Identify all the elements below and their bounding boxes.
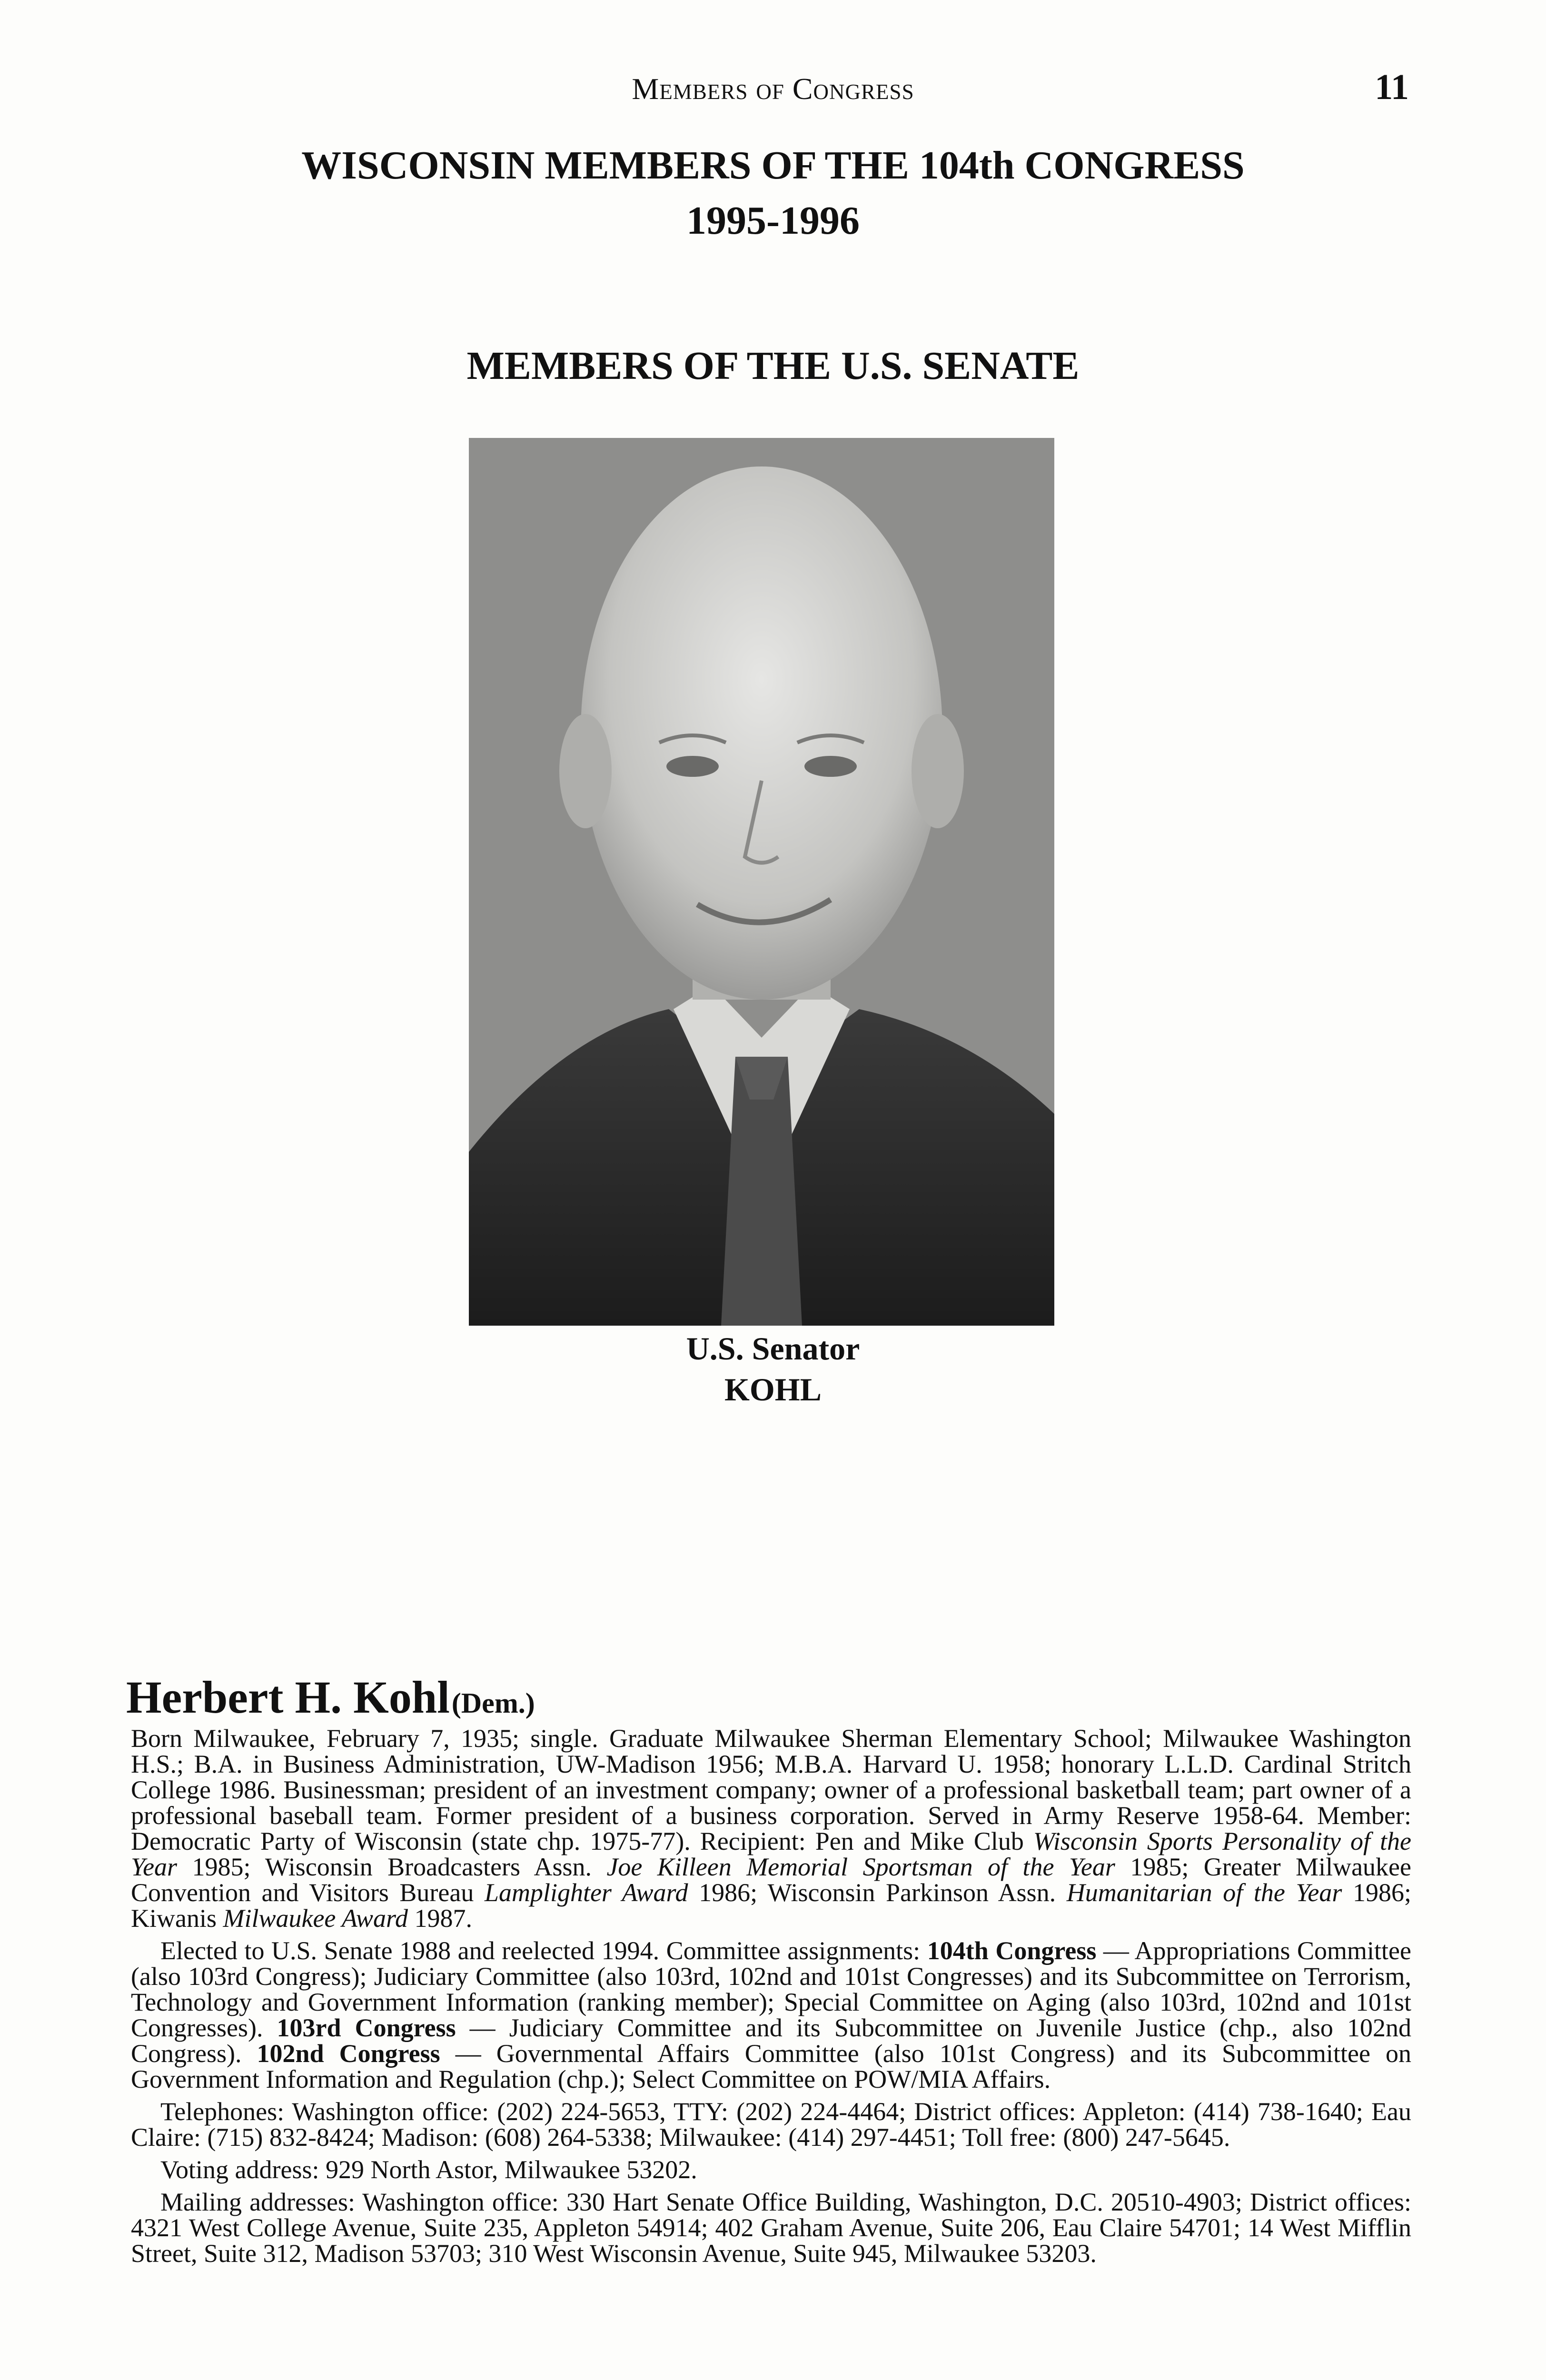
running-head: Members of Congress <box>632 72 914 106</box>
bio-heading <box>126 1671 1459 1724</box>
page-title-years: 1995-1996 <box>686 198 860 243</box>
bio-paragraph-telephones: Telephones: Washington office: (202) 224-5653, TTY: (202) 224-4464; District offices: Appleton: (414) 738-1640; Eau Claire: (715) 832-8424; Madison: (608) 264-5338; Milwaukee: (414) 297-4451; Toll free: (800) 247-5645. <box>131 2097 1411 2152</box>
senator-portrait-photo <box>469 438 1054 1326</box>
page-number: 11 <box>1375 67 1409 107</box>
photo-caption <box>0 1328 1546 1410</box>
party-affiliation: (Dem.) <box>451 1687 535 1719</box>
congress-label: 103rd Congress <box>277 2013 456 2042</box>
caption-name: KOHL <box>724 1371 822 1408</box>
caption-title: U.S. Senator <box>686 1330 860 1367</box>
portrait-illustration <box>469 438 1054 1326</box>
award-title: Lamplighter Award <box>484 1878 688 1907</box>
member-name: Herbert H. Kohl <box>126 1672 450 1723</box>
award-title: Wisconsin Sports Personality of the Year <box>131 1827 1411 1881</box>
bio-text: Elected to U.S. Senate 1988 and reelected 1994. Committee assignments: <box>160 1936 927 1965</box>
bio-text: 1986; Wisconsin Parkinson Assn. <box>688 1878 1067 1907</box>
bio-text: — Appropriations Committee (also 103rd Congress); Judiciary Committee (also 103rd, 102nd and 101st Congresses) and its Subcommittee on Terrorism, Technology and Government Information (ranking member); Special Committee on Aging (also 103rd, 102nd and 101st Congresses). <box>131 1936 1411 2042</box>
bio-paragraph-mailing-addresses: Mailing addresses: Washington office: 330 Hart Senate Office Building, Washington, D.C. 20510-4903; District offices: 4321 West College Avenue, Suite 235, Appleton 54914; 402 Graham Avenue, Suite 206, Eau Claire 54701; 14 West Mifflin Street, Suite 312, Madison 53703; 310 West Wisconsin Avenue, Suite 945, Milwaukee 53203. <box>131 2188 1411 2268</box>
bio-text: — Governmental Affairs Committee (also 101st Congress) and its Subcommittee on Government Information and Regulation (chp.); Select Committee on POW/MIA Affairs. <box>131 2039 1411 2093</box>
bio-text: 1986; Kiwanis <box>131 1878 1411 1933</box>
award-title: Humanitarian of the Year <box>1066 1878 1342 1907</box>
page-title-line1: WISCONSIN MEMBERS OF THE 104th CONGRESS <box>301 143 1245 188</box>
award-title: Milwaukee Award <box>223 1904 408 1933</box>
biography <box>131 1726 1411 2273</box>
award-title: Joe Killeen Memorial Sportsman of the Year <box>606 1853 1115 1881</box>
section-title: MEMBERS OF THE U.S. SENATE <box>466 344 1080 388</box>
congress-label: 102nd Congress <box>257 2039 440 2068</box>
bio-text: Born Milwaukee, February 7, 1935; single. Graduate Milwaukee Sherman Elementary School; Milwaukee Washington H.S.; B.A. in Business Administration, UW-Madison 1956; M.B.A. Harvard U. 1958; honorary L.L.D. Cardinal Stritch College 1986. Businessman; president of an investment company; owner of a professional basketball team; part owner of a professional baseball team. Former president of a business corporation. Served in Army Reserve 1958-64. Member: Democratic Party of Wisconsin (state chp. 1975-77). Recipient: Pen and Mike Club <box>131 1724 1411 1855</box>
congress-label: 104th Congress <box>927 1936 1097 1965</box>
bio-text: 1985; Greater Milwaukee Convention and Visitors Bureau <box>131 1853 1411 1907</box>
bio-paragraph-voting-address: Voting address: 929 North Astor, Milwaukee 53202. <box>160 2155 697 2184</box>
bio-text: 1987. <box>407 1904 472 1933</box>
bio-paragraph-committees <box>131 1938 1411 2092</box>
bio-paragraph-background <box>131 1726 1411 1931</box>
bio-text: 1985; Wisconsin Broadcasters Assn. <box>177 1853 607 1881</box>
bio-text: — Judiciary Committee and its Subcommittee on Juvenile Justice (chp., also 102nd Congress). <box>131 2013 1411 2068</box>
page-title <box>0 138 1546 248</box>
